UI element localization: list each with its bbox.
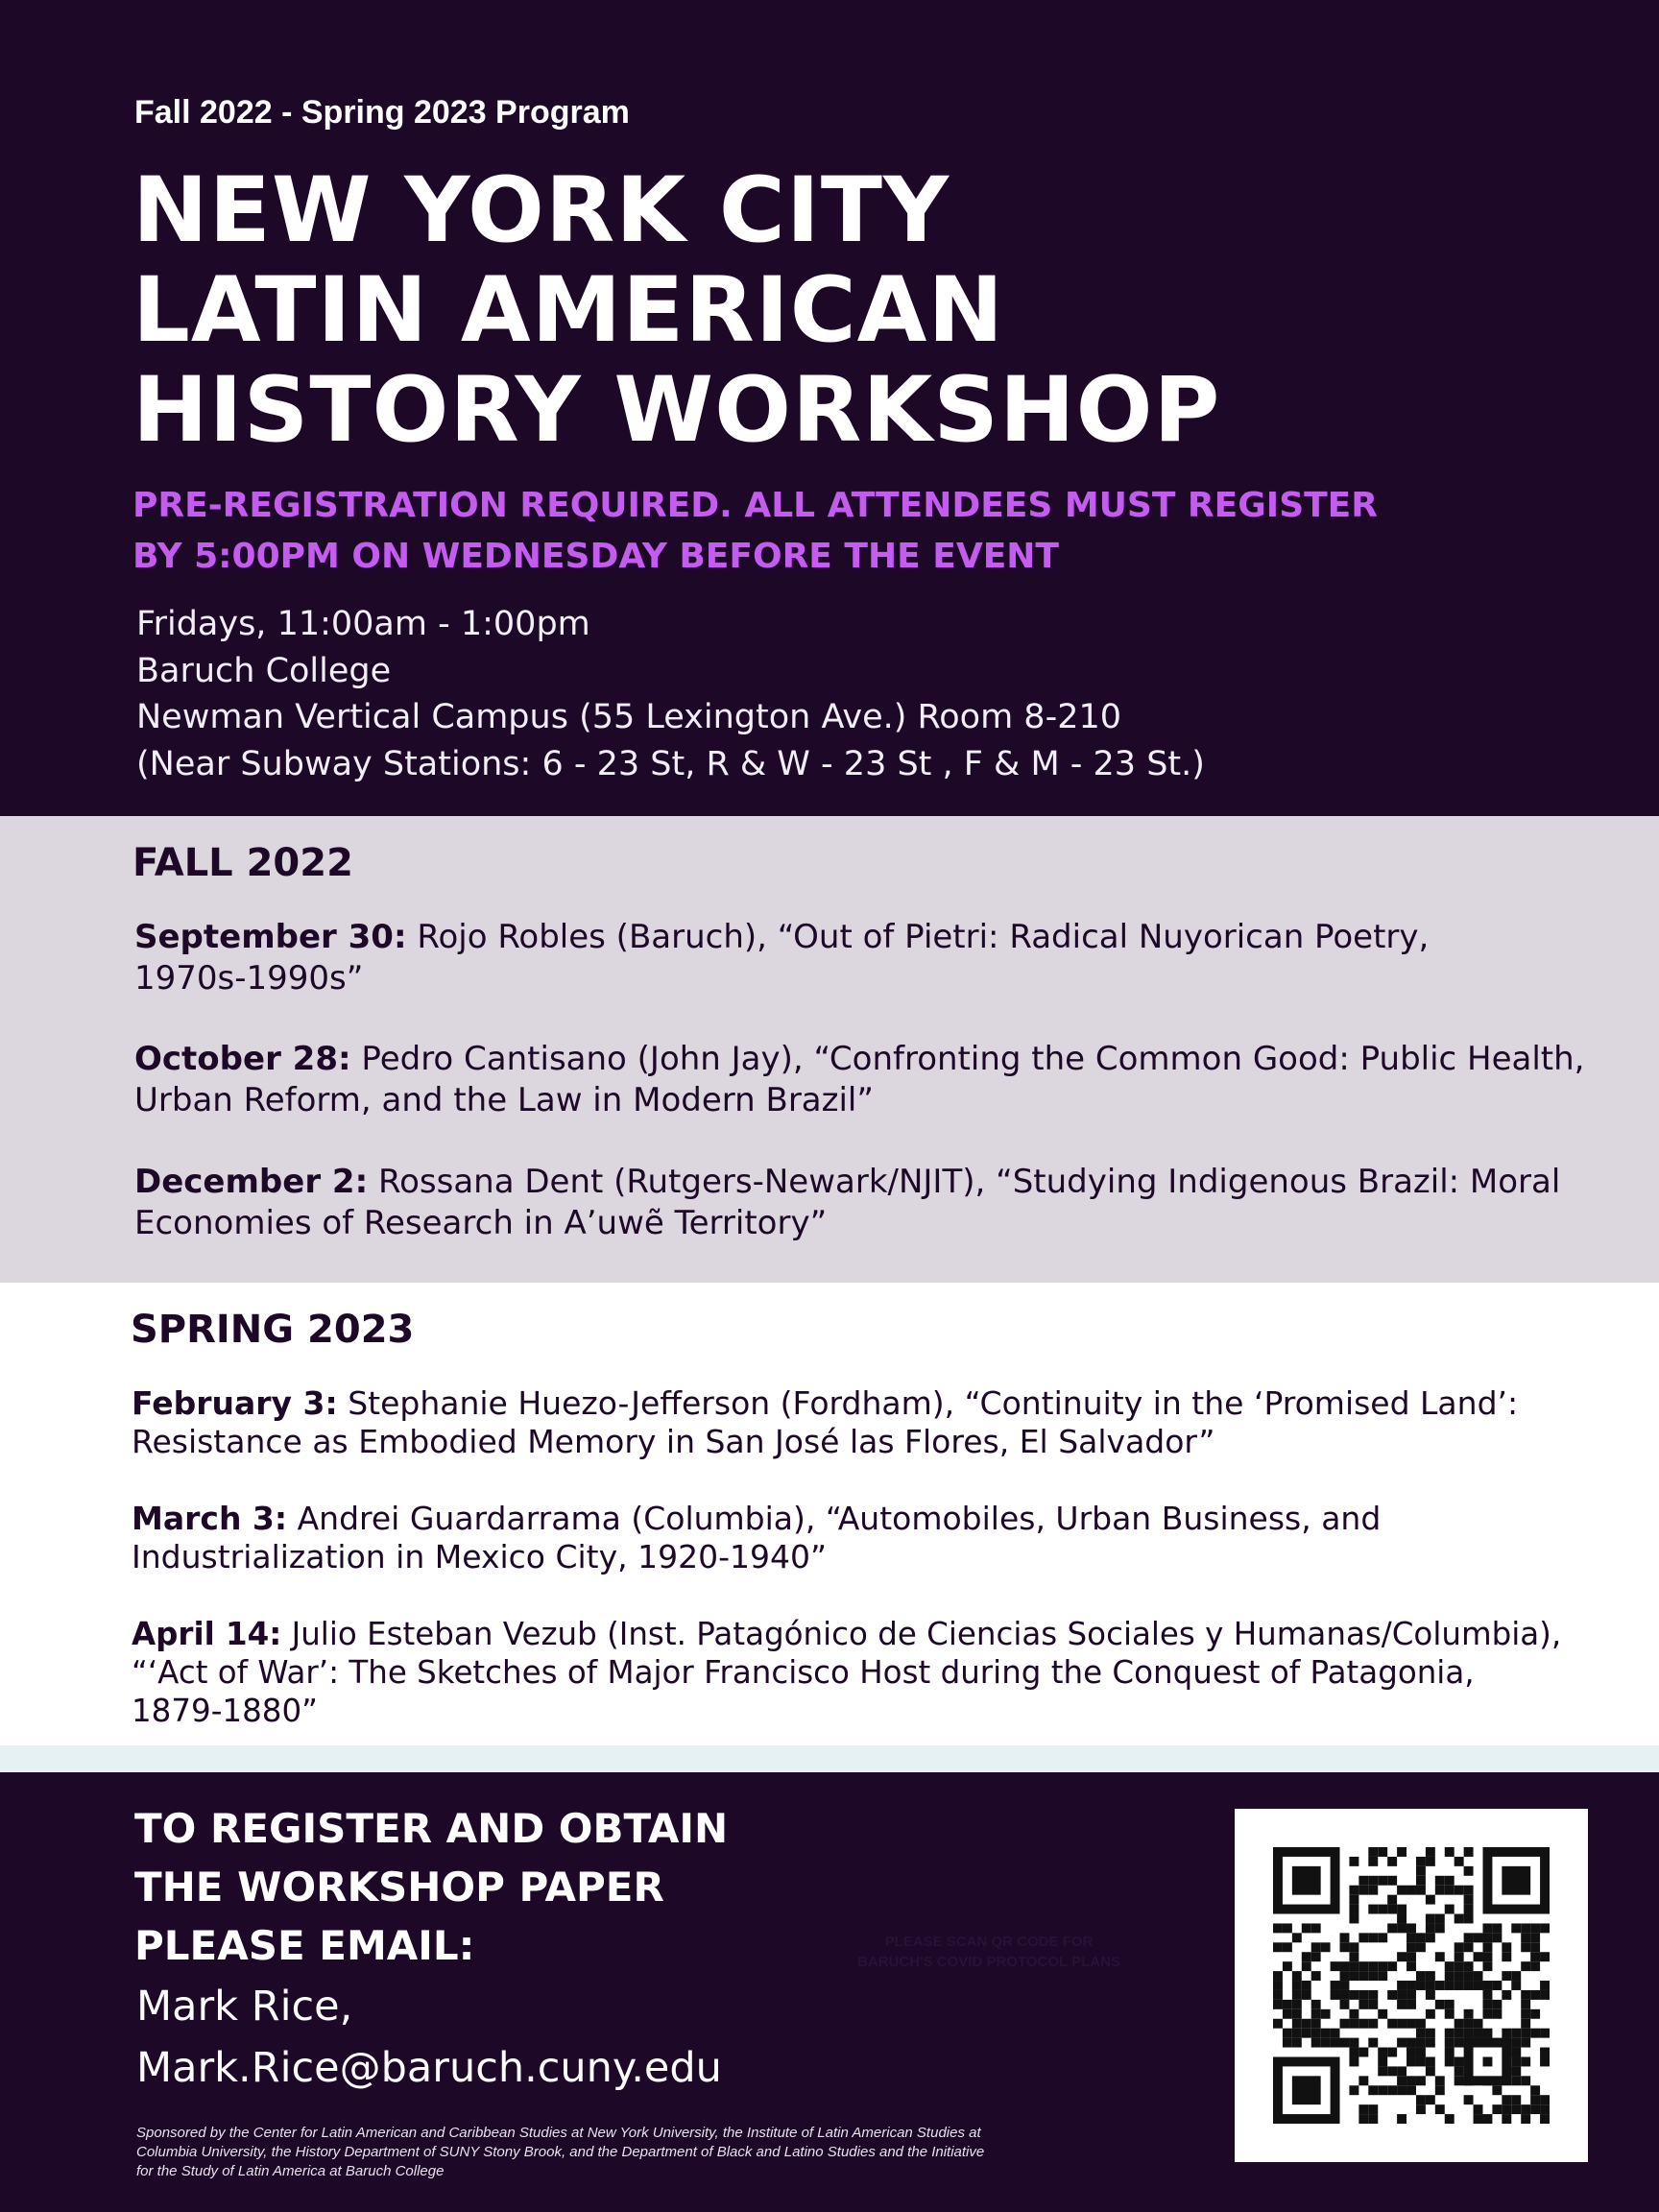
event-description-cont: 1970s-1990s”	[134, 959, 364, 998]
sponsor-line: Columbia University, the History Department of SUNY Stony Brook, and the Department of Black and Latino Studies and the Initiative	[136, 2144, 985, 2160]
event-venue: Baruch College	[136, 651, 392, 690]
spring-event	[132, 1500, 1381, 1576]
fall-event	[134, 917, 1429, 999]
sponsor-note	[136, 2124, 1058, 2181]
event-description-cont: Industrialization in Mexico City, 1920-1940”	[132, 1538, 828, 1575]
divider-stripe	[0, 1745, 1659, 1772]
program-label: Fall 2022 - Spring 2023 Program	[134, 94, 630, 131]
fall-event	[134, 1162, 1560, 1244]
spring-title: SPRING 2023	[131, 1308, 415, 1352]
event-description-cont: “‘Act of War’: The Sketches of Major Francisco Host during the Conquest of Patagonia,	[132, 1654, 1475, 1691]
registration-notice-line: PRE-REGISTRATION REQUIRED. ALL ATTENDEES MUST REGISTER	[132, 486, 1378, 525]
event-description: Stephanie Huezo-Jefferson (Fordham), “Continuity in the ‘Promised Land’:	[348, 1384, 1519, 1422]
title-line: LATIN AMERICAN	[132, 258, 1005, 363]
qr-note-line: BARUCH'S COVID PROTOCOL PLANS	[857, 1954, 1120, 1970]
title-line: HISTORY WORKSHOP	[132, 358, 1221, 463]
contact-email-link[interactable]: Mark.Rice@baruch.cuny.edu	[136, 2044, 722, 2092]
spring-event	[132, 1384, 1518, 1461]
event-room: Newman Vertical Campus (55 Lexington Ave.) Room 8-210	[136, 698, 1122, 736]
page-title	[132, 158, 1221, 463]
spring-event	[132, 1615, 1561, 1730]
event-description: Andrei Guardarrama (Columbia), “Automobiles, Urban Business, and	[297, 1500, 1382, 1537]
contact-name: Mark Rice,	[136, 1983, 353, 2031]
registration-heading-line: PLEASE EMAIL:	[134, 1922, 475, 1969]
registration-notice-line: BY 5:00PM ON WEDNESDAY BEFORE THE EVENT	[132, 537, 1059, 576]
event-date: April 14:	[132, 1616, 282, 1652]
fall-title: FALL 2022	[132, 841, 353, 885]
event-subway: (Near Subway Stations: 6 - 23 St, R & W - 23 St , F & M - 23 St.)	[136, 744, 1205, 783]
event-description-cont: Urban Reform, and the Law in Modern Brazil”	[134, 1081, 874, 1119]
contact-info	[136, 1976, 722, 2099]
event-description-cont: 1879-1880”	[132, 1693, 318, 1729]
qr-note-line: PLEASE SCAN QR CODE FOR	[884, 1934, 1094, 1950]
registration-heading-line: TO REGISTER AND OBTAIN	[134, 1805, 729, 1852]
title-line: NEW YORK CITY	[132, 158, 950, 263]
event-date: March 3:	[132, 1500, 288, 1537]
spring-section	[0, 1283, 1659, 1745]
event-time: Fridays, 11:00am - 1:00pm	[136, 605, 590, 643]
fall-section	[0, 816, 1659, 1283]
header-section	[0, 0, 1659, 816]
event-description: Rossana Dent (Rutgers-Newark/NJIT), “Studying Indigenous Brazil: Moral	[378, 1163, 1561, 1201]
event-description: Julio Esteban Vezub (Inst. Patagónico de Ciencias Sociales y Humanas/Columbia),	[291, 1616, 1562, 1652]
fall-event	[134, 1039, 1585, 1121]
qr-code-icon	[1273, 1847, 1550, 2124]
event-date: December 2:	[134, 1163, 369, 1201]
event-info	[136, 601, 1205, 787]
event-date: September 30:	[134, 918, 407, 956]
registration-heading-line: THE WORKSHOP PAPER	[134, 1863, 664, 1911]
event-date: October 28:	[134, 1040, 351, 1078]
sponsor-line: Sponsored by the Center for Latin American and Caribbean Studies at New York University, the Institute of Latin American Studies at	[136, 2125, 981, 2141]
event-description: Rojo Robles (Baruch), “Out of Pietri: Radical Nuyorican Poetry,	[417, 918, 1430, 956]
qr-code[interactable]	[1235, 1809, 1588, 2162]
registration-notice	[132, 480, 1378, 582]
event-description-cont: Resistance as Embodied Memory in San José las Flores, El Salvador”	[132, 1423, 1215, 1460]
qr-note	[768, 1932, 1210, 1972]
event-description-cont: Economies of Research in A’uwẽ Territory”	[134, 1204, 828, 1242]
footer-section	[0, 1772, 1659, 2212]
registration-heading	[134, 1799, 728, 1975]
sponsor-line: for the Study of Latin America at Baruch College	[136, 2163, 445, 2179]
event-description: Pedro Cantisano (John Jay), “Confronting the Common Good: Public Health,	[361, 1040, 1585, 1078]
event-date: February 3:	[132, 1384, 338, 1422]
